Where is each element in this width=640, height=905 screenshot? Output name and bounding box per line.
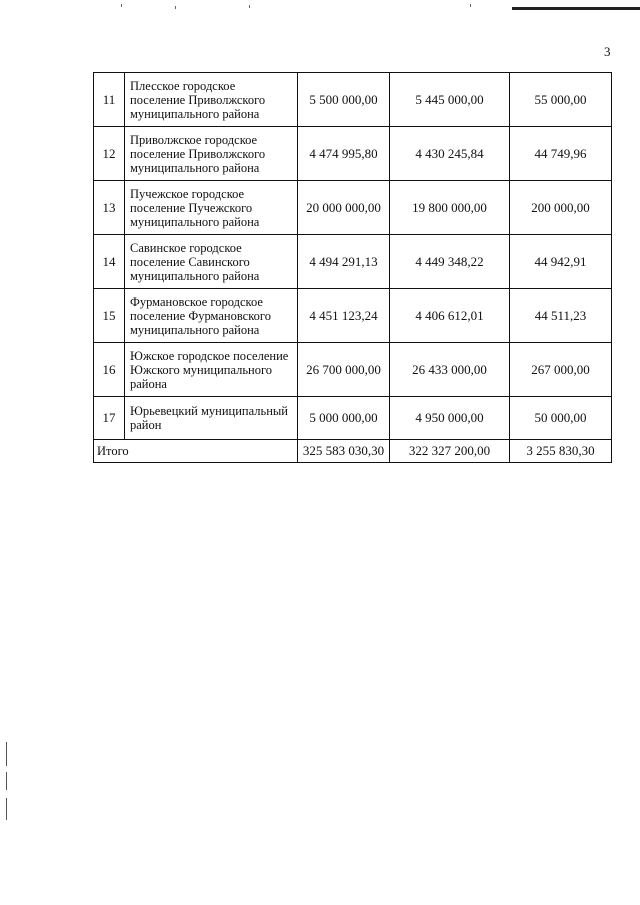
scan-margin-mark xyxy=(6,772,7,790)
amount-regional: 4 406 612,01 xyxy=(390,289,510,343)
municipality-name: Фурмановское городское поселение Фурмановского муниципального района xyxy=(125,289,298,343)
scan-margin-mark xyxy=(6,742,7,766)
table-row xyxy=(94,289,612,343)
row-number: 14 xyxy=(94,235,125,289)
row-number: 12 xyxy=(94,127,125,181)
allocation-table xyxy=(93,72,612,463)
amount-total: 4 474 995,80 xyxy=(298,127,390,181)
municipality-name: Южское городское поселение Южского муниципального района xyxy=(125,343,298,397)
amount-total: 4 494 291,13 xyxy=(298,235,390,289)
scan-speck xyxy=(470,4,471,7)
amount-total: 5 000 000,00 xyxy=(298,397,390,440)
municipality-name: Пучежское городское поселение Пучежского муниципального района xyxy=(125,181,298,235)
municipality-name: Плесское городское поселение Приволжского муниципального района xyxy=(125,73,298,127)
table-row xyxy=(94,73,612,127)
municipality-name: Савинское городское поселение Савинского муниципального района xyxy=(125,235,298,289)
amount-local: 200 000,00 xyxy=(510,181,612,235)
row-number: 17 xyxy=(94,397,125,440)
amount-total: 26 700 000,00 xyxy=(298,343,390,397)
amount-local: 44 942,91 xyxy=(510,235,612,289)
amount-total: 20 000 000,00 xyxy=(298,181,390,235)
amount-local: 44 749,96 xyxy=(510,127,612,181)
scan-top-rule xyxy=(512,7,640,10)
total-label: Итого xyxy=(94,440,298,463)
total-local: 3 255 830,30 xyxy=(510,440,612,463)
total-row xyxy=(94,440,612,463)
amount-regional: 4 430 245,84 xyxy=(390,127,510,181)
total-regional: 322 327 200,00 xyxy=(390,440,510,463)
scan-speck xyxy=(249,5,250,8)
table-row xyxy=(94,235,612,289)
scan-margin-mark xyxy=(6,798,7,820)
total-amount: 325 583 030,30 xyxy=(298,440,390,463)
amount-regional: 19 800 000,00 xyxy=(390,181,510,235)
amount-local: 50 000,00 xyxy=(510,397,612,440)
row-number: 15 xyxy=(94,289,125,343)
table-row xyxy=(94,343,612,397)
scan-speck xyxy=(121,4,122,7)
amount-local: 44 511,23 xyxy=(510,289,612,343)
row-number: 16 xyxy=(94,343,125,397)
scan-speck xyxy=(175,6,176,9)
municipality-name: Приволжское городское поселение Приволжского муниципального района xyxy=(125,127,298,181)
amount-regional: 5 445 000,00 xyxy=(390,73,510,127)
row-number: 11 xyxy=(94,73,125,127)
row-number: 13 xyxy=(94,181,125,235)
amount-local: 55 000,00 xyxy=(510,73,612,127)
amount-local: 267 000,00 xyxy=(510,343,612,397)
municipality-name: Юрьевецкий муниципальный район xyxy=(125,397,298,440)
amount-total: 5 500 000,00 xyxy=(298,73,390,127)
table-row xyxy=(94,127,612,181)
amount-regional: 4 449 348,22 xyxy=(390,235,510,289)
amount-regional: 4 950 000,00 xyxy=(390,397,510,440)
amount-regional: 26 433 000,00 xyxy=(390,343,510,397)
table-row xyxy=(94,397,612,440)
table-row xyxy=(94,181,612,235)
amount-total: 4 451 123,24 xyxy=(298,289,390,343)
page-number: 3 xyxy=(604,44,611,59)
